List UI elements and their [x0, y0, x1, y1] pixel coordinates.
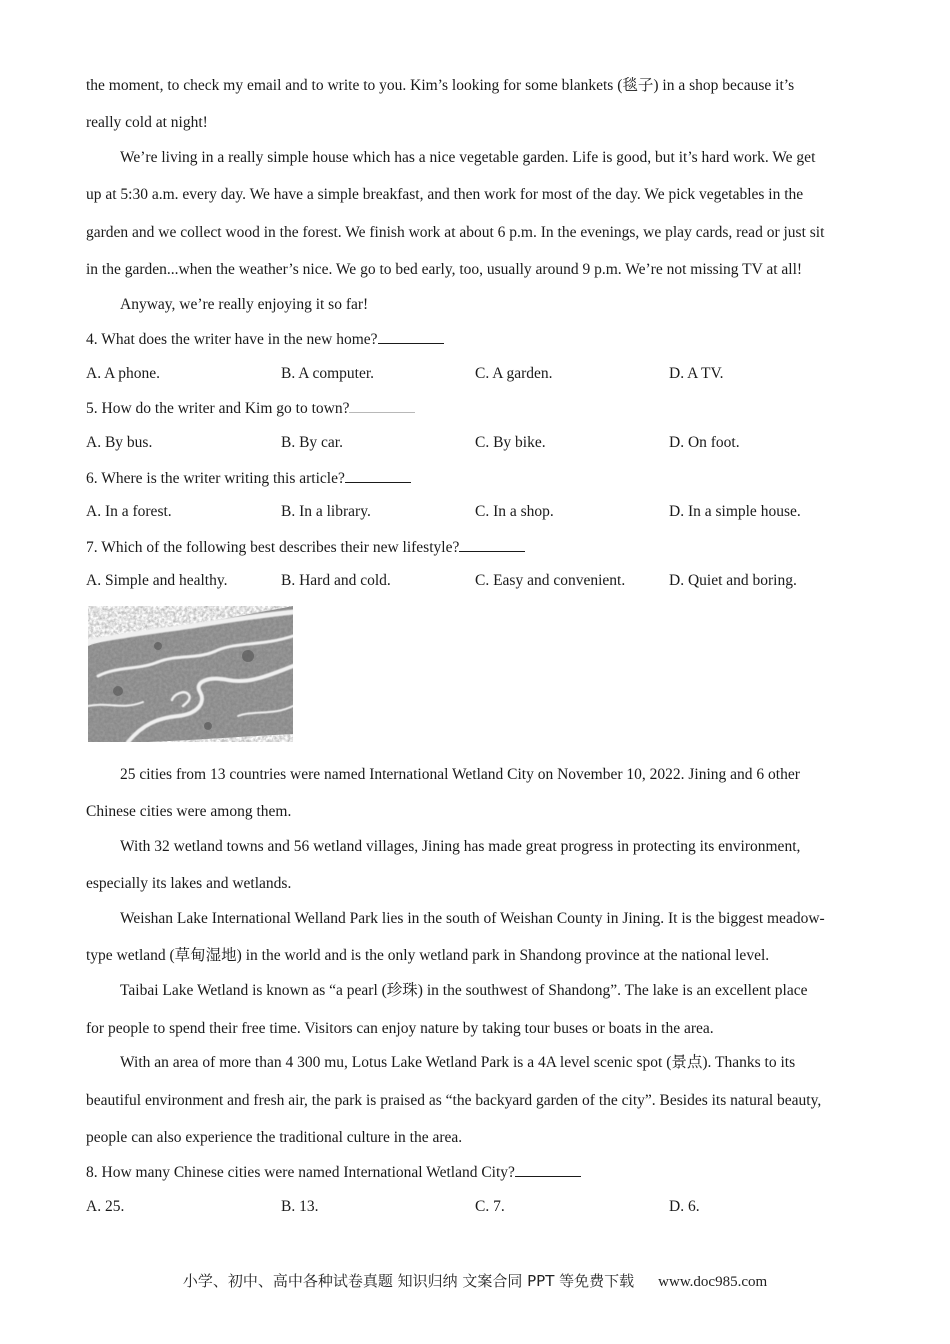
- passage2-line: people can also experience the traditional culture in the area.: [86, 1129, 463, 1146]
- wetland-aerial-photo: [88, 606, 293, 742]
- answer-blank[interactable]: [459, 537, 525, 552]
- option-c[interactable]: C. In a shop.: [475, 503, 554, 520]
- question-5: [86, 398, 866, 419]
- page-footer: [0, 1270, 950, 1291]
- question-text: 7. Which of the following best describes their new lifestyle?: [86, 539, 460, 556]
- option-a[interactable]: A. 25.: [86, 1198, 125, 1215]
- option-a[interactable]: A. In a forest.: [86, 503, 172, 520]
- question-4: [86, 329, 866, 350]
- question-6: [86, 468, 866, 489]
- passage1-line: garden and we collect wood in the forest. We finish work at about 6 p.m. In the evenings, we play cards, read or just sit: [86, 224, 825, 241]
- option-b[interactable]: B. 13.: [281, 1198, 319, 1215]
- passage1-line: We’re living in a really simple house which has a nice vegetable garden. Life is good, but it’s hard work. We get: [120, 149, 816, 166]
- option-c[interactable]: C. By bike.: [475, 434, 546, 451]
- answer-blank[interactable]: [515, 1162, 581, 1177]
- passage2-line: Taibai Lake Wetland is known as “a pearl (珍珠) in the southwest of Shandong”. The lake is an excellent place: [120, 982, 808, 999]
- footer-url-link[interactable]: www.doc985.com: [658, 1274, 768, 1290]
- option-d[interactable]: D. In a simple house.: [669, 503, 801, 520]
- question-text: 8. How many Chinese cities were named International Wetland City?: [86, 1164, 515, 1181]
- footer-text: 小学、初中、高中各种试卷真题 知识归纳 文案合同 PPT 等免费下载: [182, 1272, 635, 1290]
- option-a[interactable]: A. By bus.: [86, 434, 153, 451]
- question-text: 6. Where is the writer writing this article?: [86, 470, 345, 487]
- passage2-line: for people to spend their free time. Visitors can enjoy nature by taking tour buses or boats in the area.: [86, 1020, 714, 1037]
- passage2-line: Chinese cities were among them.: [86, 803, 292, 820]
- question-7: [86, 537, 866, 558]
- option-b[interactable]: B. By car.: [281, 434, 343, 451]
- option-d[interactable]: D. 6.: [669, 1198, 700, 1215]
- passage1-line: the moment, to check my email and to write to you. Kim’s looking for some blankets (毯子) in a shop because it’s: [86, 77, 795, 94]
- passage2-line: type wetland (草甸湿地) in the world and is the only wetland park in Shandong province at the national level.: [86, 947, 770, 964]
- option-b[interactable]: B. In a library.: [281, 503, 371, 520]
- answer-blank[interactable]: [349, 398, 415, 413]
- answer-blank[interactable]: [345, 468, 411, 483]
- option-c[interactable]: C. A garden.: [475, 365, 553, 382]
- option-c[interactable]: C. 7.: [475, 1198, 505, 1215]
- passage2-line: With 32 wetland towns and 56 wetland villages, Jining has made great progress in protecting its environment,: [120, 838, 801, 855]
- option-b[interactable]: B. Hard and cold.: [281, 572, 391, 589]
- option-d[interactable]: D. On foot.: [669, 434, 740, 451]
- passage2-line: Weishan Lake International Welland Park lies in the south of Weishan County in Jining. It is the biggest meadow-: [120, 910, 825, 927]
- passage1-line: in the garden...when the weather’s nice. We go to bed early, too, usually around 9 p.m. We’re not missing TV at all!: [86, 261, 803, 278]
- passage2-line: With an area of more than 4 300 mu, Lotus Lake Wetland Park is a 4A level scenic spot (景点). Thanks to its: [120, 1054, 796, 1071]
- passage1-line: Anyway, we’re really enjoying it so far!: [120, 296, 369, 313]
- question-text: 5. How do the writer and Kim go to town?: [86, 400, 350, 417]
- passage2-line: especially its lakes and wetlands.: [86, 875, 292, 892]
- option-a[interactable]: A. A phone.: [86, 365, 161, 382]
- passage2-line: 25 cities from 13 countries were named International Wetland City on November 10, 2022. Jining and 6 other: [120, 766, 800, 783]
- option-c[interactable]: C. Easy and convenient.: [475, 572, 626, 589]
- passage1-line: up at 5:30 a.m. every day. We have a simple breakfast, and then work for most of the day. We pick vegetables in the: [86, 186, 804, 203]
- passage1-line: really cold at night!: [86, 114, 208, 131]
- option-d[interactable]: D. A TV.: [669, 365, 724, 382]
- passage2-line: beautiful environment and fresh air, the park is praised as “the backyard garden of the city”. Besides its natural beauty,: [86, 1092, 822, 1109]
- question-8: [86, 1162, 866, 1183]
- question-text: 4. What does the writer have in the new home?: [86, 331, 378, 348]
- option-b[interactable]: B. A computer.: [281, 365, 374, 382]
- option-a[interactable]: A. Simple and healthy.: [86, 572, 228, 589]
- answer-blank[interactable]: [378, 329, 444, 344]
- option-d[interactable]: D. Quiet and boring.: [669, 572, 797, 589]
